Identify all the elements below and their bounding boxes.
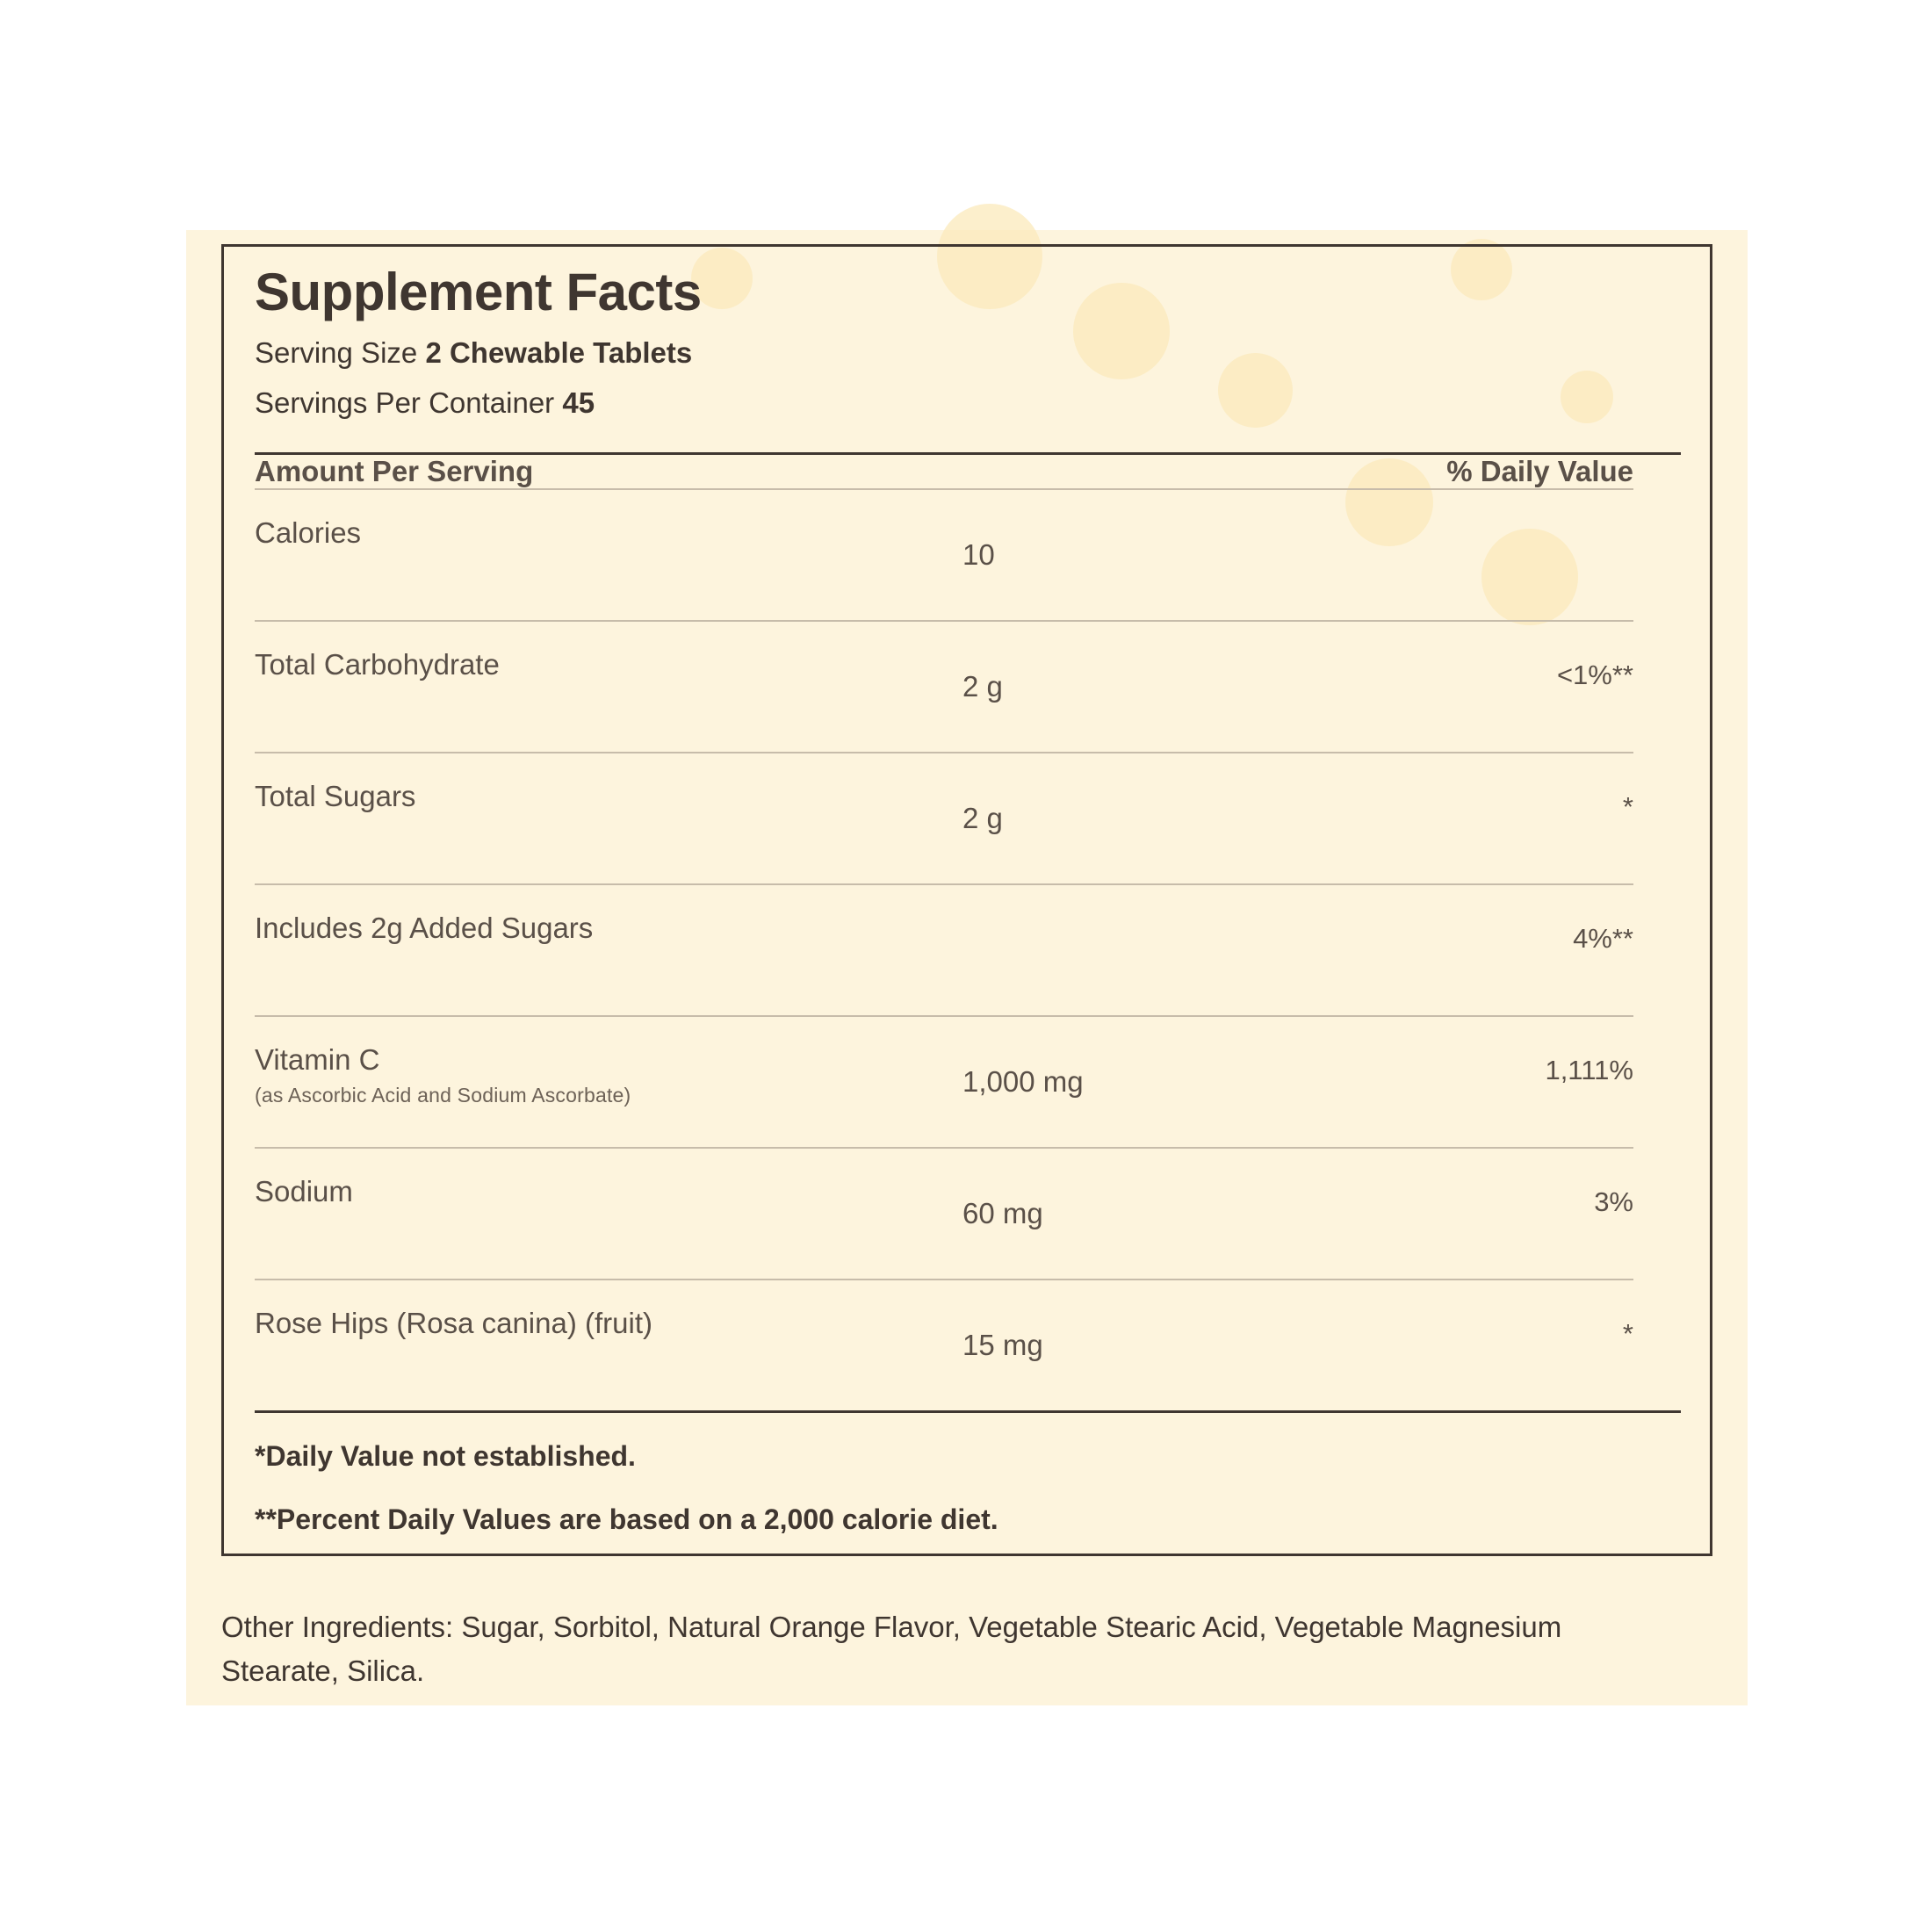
nutrient-daily-value [1370, 489, 1633, 621]
table-row [255, 621, 1633, 753]
column-header-daily-value: % Daily Value [1446, 455, 1633, 488]
nutrient-daily-value: * [1370, 1280, 1633, 1410]
column-header-amount: Amount Per Serving [255, 455, 534, 488]
nutrient-name: Total Sugars [255, 753, 957, 884]
table-header-row [255, 455, 1633, 489]
nutrient-source-note: (as Ascorbic Acid and Sodium Ascorbate) [255, 1084, 631, 1107]
serving-size-label: Serving Size [255, 336, 418, 369]
nutrient-daily-value: 3% [1370, 1148, 1633, 1280]
nutrient-name: Sodium [255, 1148, 957, 1280]
nutrient-name-text: Vitamin C [255, 1043, 380, 1077]
other-ingredients: Other Ingredients: Sugar, Sorbitol, Natural Orange Flavor, Vegetable Stearic Acid, Vegetable Magnesium Stearate, Silica. [221, 1611, 1562, 1687]
servings-per-container-line [255, 384, 1681, 423]
footnote-percent-daily-values: **Percent Daily Values are based on a 2,000 calorie diet. [255, 1503, 998, 1536]
table-row [255, 489, 1633, 621]
supplement-facts-content [255, 263, 1681, 1540]
nutrient-amount: 2 g [957, 621, 1370, 753]
servings-per-container-label: Servings Per Container [255, 386, 555, 419]
servings-per-container-value: 45 [562, 386, 595, 419]
nutrition-table [255, 455, 1633, 1410]
nutrient-name: Rose Hips (Rosa canina) (fruit) [255, 1280, 957, 1410]
serving-size-line [255, 334, 1681, 373]
nutrient-amount: 1,000 mg [957, 1016, 1370, 1148]
nutrient-name [255, 1016, 957, 1148]
table-row [255, 753, 1633, 884]
divider-thick-bottom [255, 1410, 1681, 1413]
nutrient-daily-value: * [1370, 753, 1633, 884]
table-row [255, 1016, 1633, 1148]
table-row [255, 884, 1633, 1016]
nutrient-daily-value: <1%** [1370, 621, 1633, 753]
nutrient-amount: 15 mg [957, 1280, 1370, 1410]
table-row [255, 1280, 1633, 1410]
nutrient-amount: 60 mg [957, 1148, 1370, 1280]
table-row [255, 1148, 1633, 1280]
nutrient-amount: 2 g [957, 753, 1370, 884]
nutrient-amount: 10 [957, 489, 1370, 621]
column-header-spacer [957, 455, 1370, 489]
nutrient-name: Calories [255, 489, 957, 621]
nutrient-daily-value: 1,111% [1370, 1016, 1633, 1148]
nutrient-amount [957, 884, 1370, 1016]
nutrient-daily-value: 4%** [1370, 884, 1633, 1016]
footnote-daily-value: *Daily Value not established. [255, 1440, 636, 1473]
serving-size-value: 2 Chewable Tablets [425, 336, 693, 369]
nutrient-name: Total Carbohydrate [255, 621, 957, 753]
page-title: Supplement Facts [255, 263, 702, 321]
nutrient-name: Includes 2g Added Sugars [255, 884, 957, 1016]
